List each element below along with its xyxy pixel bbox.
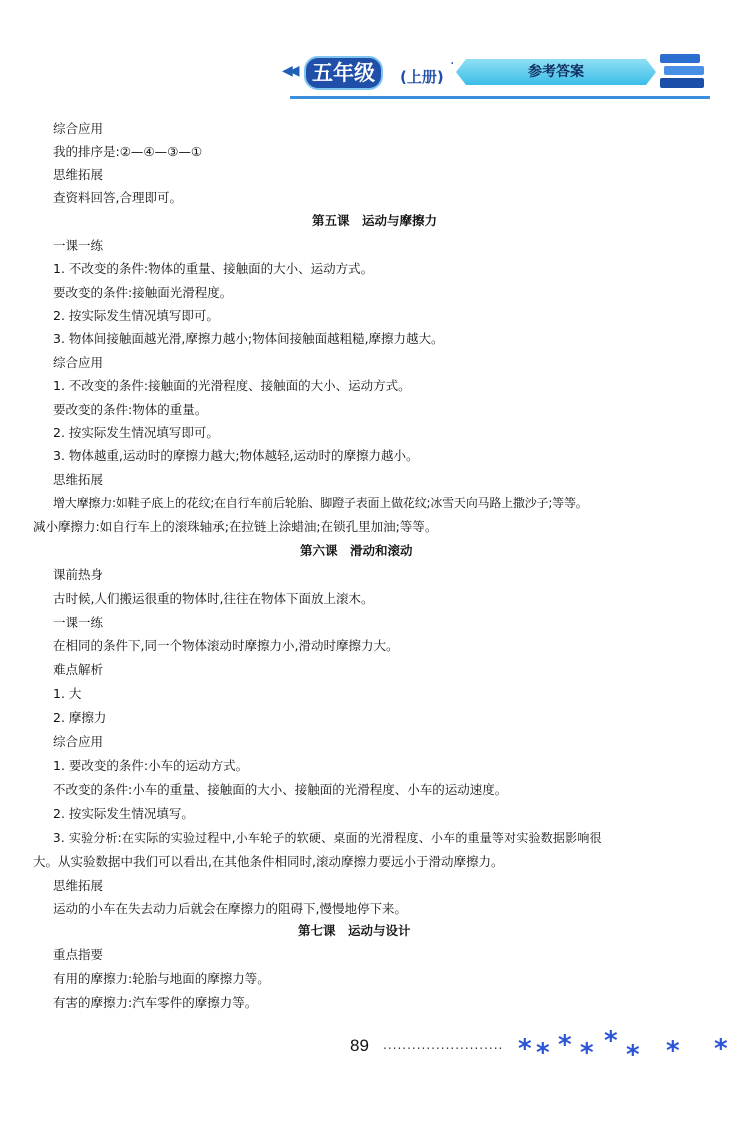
dotted-leader: ......................... <box>383 1038 504 1052</box>
stars-decoration <box>518 1026 738 1070</box>
answer-line: 1. 要改变的条件:小车的运动方式。 <box>53 758 249 773</box>
star-icon: * <box>666 1036 680 1066</box>
star-icon: * <box>536 1038 550 1068</box>
answer-line: 运动的小车在失去动力后就会在摩擦力的阻碍下,慢慢地停下来。 <box>53 901 407 916</box>
answer-line: 大。从实验数据中我们可以看出,在其他条件相同时,滚动摩擦力要远小于滑动摩擦力。 <box>33 854 504 869</box>
star-icon: * <box>558 1030 572 1060</box>
heading-practice: 一课一练 <box>53 615 104 630</box>
grade-badge: 五年级 <box>304 56 383 90</box>
answer-line: 要改变的条件:接触面光滑程度。 <box>53 285 233 300</box>
star-icon: * <box>604 1026 618 1056</box>
lesson-title: 第五课 运动与摩擦力 <box>312 213 438 228</box>
heading-thinking-extension: 思维拓展 <box>53 878 104 893</box>
heading-integrated-application: 综合应用 <box>53 734 104 749</box>
header-rule <box>290 96 710 99</box>
answer-line: 2. 按实际发生情况填写即可。 <box>53 425 219 440</box>
answer-line: 2. 按实际发生情况填写。 <box>53 806 194 821</box>
volume-label: (上册) <box>400 68 444 86</box>
answer-line: 有用的摩擦力:轮胎与地面的摩擦力等。 <box>53 971 270 986</box>
answer-line: 查资料回答,合理即可。 <box>53 190 182 205</box>
answer-line: 古时候,人们搬运很重的物体时,往往在物体下面放上滚木。 <box>53 591 374 606</box>
answer-line: 2. 按实际发生情况填写即可。 <box>53 308 219 323</box>
answer-line: 增大摩擦力:如鞋子底上的花纹;在自行车前后轮胎、脚蹬子表面上做花纹;冰雪天向马路上撒沙子;等等。 <box>53 496 588 510</box>
heading-practice: 一课一练 <box>53 238 104 253</box>
heading-integrated-application: 综合应用 <box>53 121 104 136</box>
lesson-title: 第七课 运动与设计 <box>298 923 411 938</box>
answer-line: 1. 不改变的条件:物体的重量、接触面的大小、运动方式。 <box>53 261 374 276</box>
star-icon: * <box>580 1038 594 1068</box>
answer-line: 1. 大 <box>53 686 82 701</box>
star-icon: * <box>518 1034 532 1064</box>
answer-line: 有害的摩擦力:汽车零件的摩擦力等。 <box>53 995 258 1010</box>
heading-thinking-extension: 思维拓展 <box>53 472 104 487</box>
header-dot: · <box>450 56 455 72</box>
heading-difficulty-analysis: 难点解析 <box>53 662 104 677</box>
answer-line: 减小摩擦力:如自行车上的滚珠轴承;在拉链上涂蜡油;在锁孔里加油;等等。 <box>33 519 438 534</box>
answer-line: 3. 物体间接触面越光滑,摩擦力越小;物体间接触面越粗糙,摩擦力越大。 <box>53 331 444 346</box>
answer-line: 我的排序是:②—④—③—① <box>53 144 203 159</box>
answer-line: 在相同的条件下,同一个物体滚动时摩擦力小,滑动时摩擦力大。 <box>53 638 399 653</box>
answer-line: 3. 物体越重,运动时的摩擦力越大;物体越轻,运动时的摩擦力越小。 <box>53 448 419 463</box>
heading-integrated-application: 综合应用 <box>53 355 104 370</box>
page-header <box>280 52 710 98</box>
answer-line: 2. 摩擦力 <box>53 710 107 725</box>
double-left-arrow-icon: ◀◀ <box>282 63 296 79</box>
answer-line: 不改变的条件:小车的重量、接触面的大小、接触面的光滑程度、小车的运动速度。 <box>53 782 508 797</box>
section-title: 参考答案 <box>528 64 584 80</box>
lesson-title: 第六课 滑动和滚动 <box>300 543 413 558</box>
answer-line: 1. 不改变的条件:接触面的光滑程度、接触面的大小、运动方式。 <box>53 378 411 393</box>
answer-line: 3. 实验分析:在实际的实验过程中,小车轮子的软硬、桌面的光滑程度、小车的重量等对实验数据影响很 <box>53 831 602 845</box>
heading-warmup: 课前热身 <box>53 567 104 582</box>
answer-line: 要改变的条件:物体的重量。 <box>53 402 208 417</box>
star-icon: * <box>714 1034 728 1064</box>
heading-key-points: 重点指要 <box>53 947 104 962</box>
books-icon <box>660 52 708 90</box>
star-icon: * <box>626 1040 640 1070</box>
heading-thinking-extension: 思维拓展 <box>53 167 104 182</box>
page-number: 89 <box>350 1036 369 1055</box>
